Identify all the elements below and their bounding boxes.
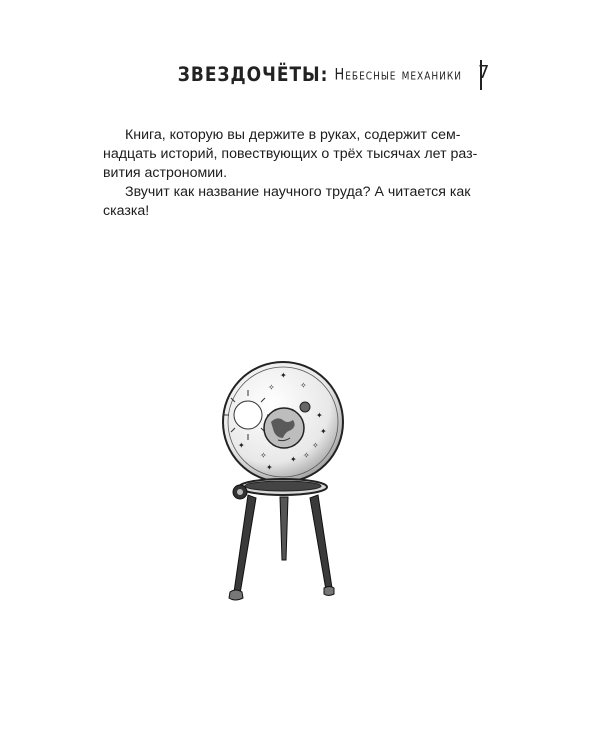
paragraph-line: Звучит как название научного труда? А читается как [125, 184, 471, 200]
svg-text:✧: ✧ [260, 451, 267, 460]
armillary-globe-on-stand-icon [208, 360, 358, 620]
svg-text:✦: ✦ [320, 427, 327, 436]
paragraph-line: вития астрономии. [103, 165, 228, 181]
page-number: 7 [478, 62, 490, 83]
svg-text:✦: ✦ [316, 411, 323, 420]
svg-text:✦: ✦ [266, 463, 273, 472]
body-text [103, 126, 503, 221]
svg-text:✧: ✧ [303, 451, 310, 460]
svg-text:✧: ✧ [312, 441, 319, 450]
paragraph-line: надцать историй, повествующих о трёх тысячах лет раз- [103, 146, 478, 162]
svg-text:✧: ✧ [268, 383, 275, 392]
svg-text:✦: ✦ [290, 455, 297, 464]
paragraph-line: Книга, которую вы держите в руках, содержит сем- [125, 127, 461, 143]
running-header [0, 60, 500, 90]
book-subtitle: Небесные механики [334, 66, 462, 84]
svg-text:✦: ✦ [238, 441, 245, 450]
paragraph-line: сказка! [103, 203, 150, 219]
svg-text:✦: ✦ [280, 371, 287, 380]
svg-text:✧: ✧ [300, 381, 307, 390]
book-title: ЗВЕЗДОЧЁТЫ: [177, 63, 329, 87]
